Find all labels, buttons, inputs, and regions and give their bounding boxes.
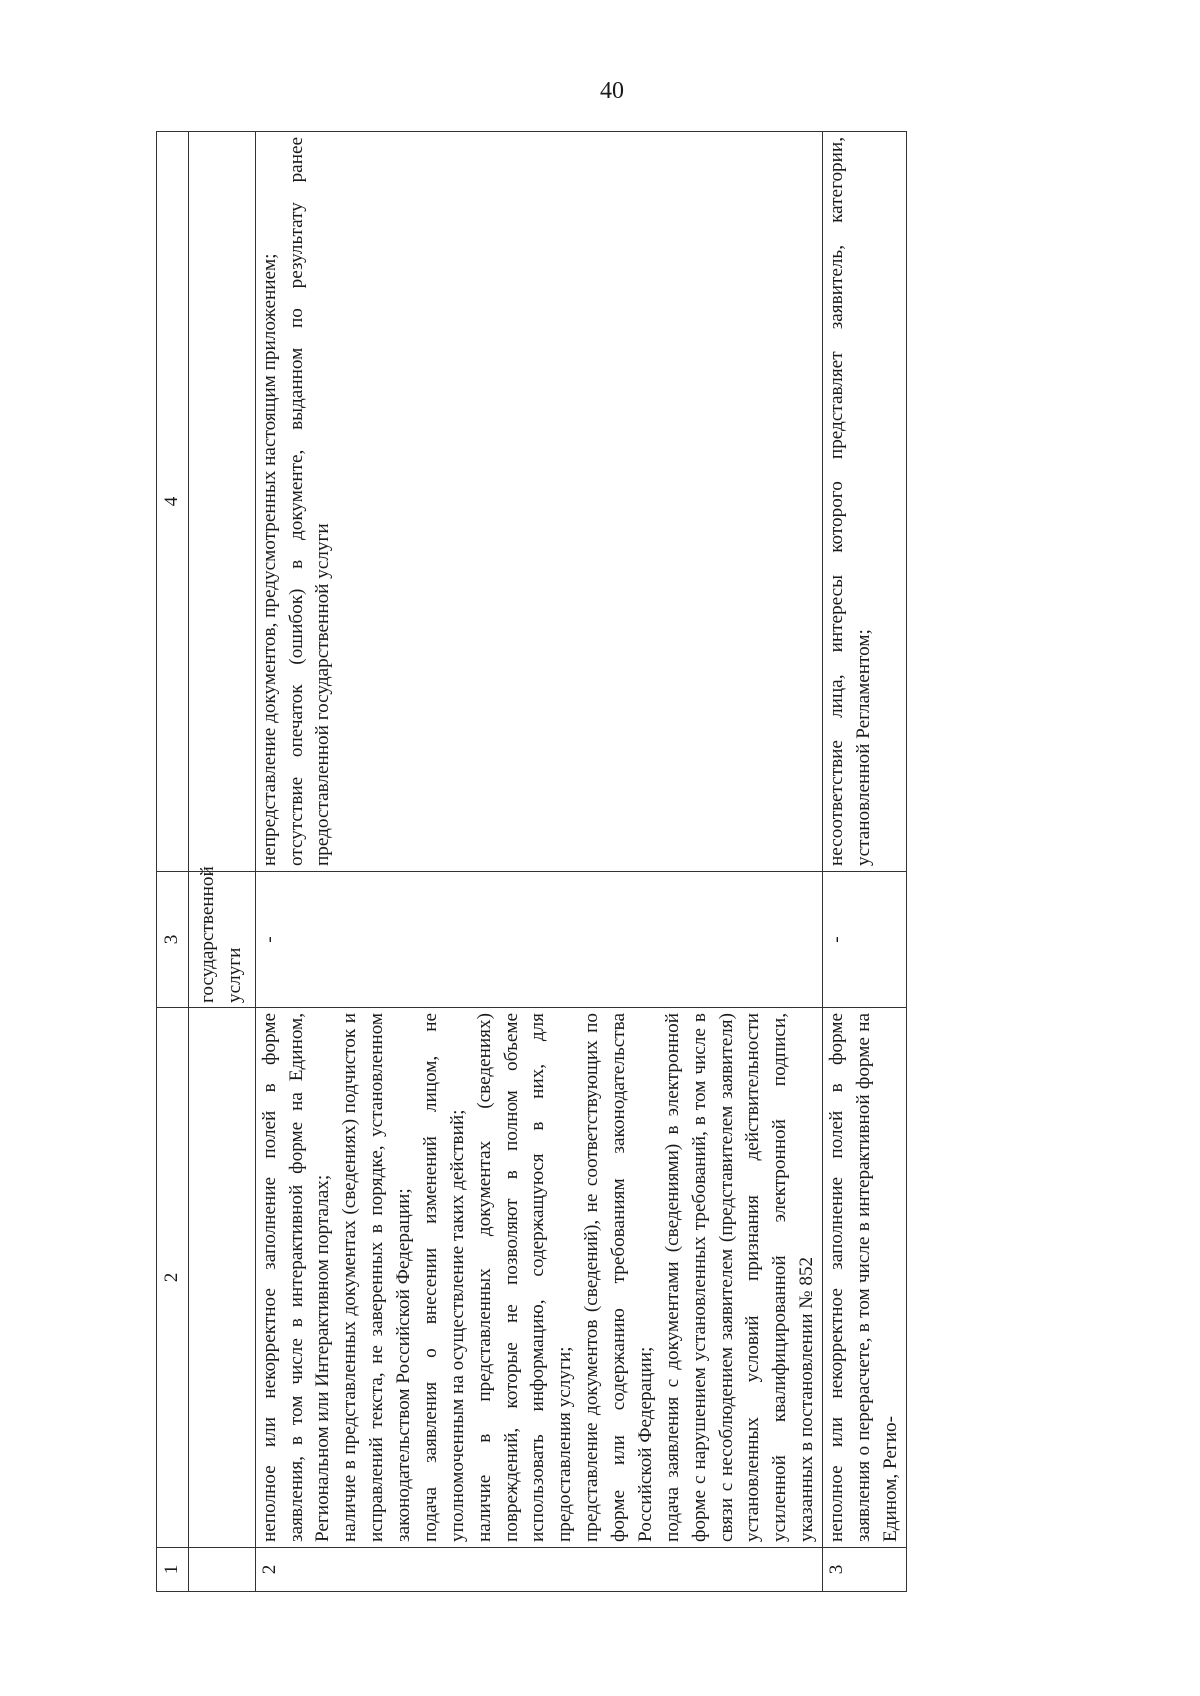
list-item: несоответствие лица, интересы которого представляет заявитель, категории, установленной Регламентом; bbox=[826, 137, 874, 866]
refusal-cell bbox=[255, 132, 822, 872]
cont-col-3: государственной услуги bbox=[188, 872, 255, 1008]
header-col-4: 4 bbox=[157, 132, 189, 872]
dash-cell: - bbox=[255, 872, 822, 1008]
header-col-1: 1 bbox=[157, 1548, 189, 1592]
list-item: подача заявления о внесении изменений лицом, не уполномоченным на осуществление таких действий; bbox=[419, 1013, 468, 1542]
list-item: наличие в представленных документах (сведениях) повреждений, которые не позволяют в полном объеме использовать информацию, содержащуюся в них, для предоставления услуги; bbox=[473, 1013, 576, 1542]
dash-cell: - bbox=[823, 872, 907, 1008]
row-number: 3 bbox=[823, 1548, 907, 1592]
table-header-row bbox=[157, 132, 189, 1592]
list-item: неполное или некорректное заполнение полей в форме заявления о перерасчете, в том числе в интерактивной форме на Едином, Регио- bbox=[826, 1013, 901, 1542]
page-number: 40 bbox=[600, 78, 624, 104]
header-col-2: 2 bbox=[157, 1008, 189, 1548]
grounds-cell bbox=[823, 1008, 907, 1548]
refusal-cell bbox=[823, 132, 907, 872]
row-number: 2 bbox=[255, 1548, 822, 1592]
list-item: неполное или некорректное заполнение полей в форме заявления, в том числе в интерактивной форме на Едином, Региональном или Интерактивном порталах; bbox=[258, 1013, 334, 1542]
grounds-cell bbox=[255, 1008, 822, 1548]
rotated-table-container bbox=[156, 132, 1196, 1592]
requirements-table bbox=[156, 131, 907, 1592]
list-item: подача заявления с документами (сведениями) в электронной форме с нарушением установленных требований, в том числе в связи с несоблюдением заявителем (представителем заявителя) установленных условий признания действительности усиленной квалифицированной электронной подписи, указанных в постановлении № 852 bbox=[661, 1013, 818, 1542]
table-row bbox=[823, 132, 907, 1592]
cont-col-2 bbox=[188, 1008, 255, 1548]
cont-col-1 bbox=[188, 1548, 255, 1592]
list-item: отсутствие опечаток (ошибок) в документе, выданном по результату ранее предоставленной государственной услуги bbox=[285, 137, 334, 866]
table-row bbox=[255, 132, 822, 1592]
header-col-3: 3 bbox=[157, 872, 189, 1008]
list-item: представление документов (сведений), не соответствующих по форме или содержанию требованиям законодательства Российской Федерации; bbox=[581, 1013, 656, 1542]
list-item: наличие в представленных документах (сведениях) подчисток и исправлений текста, не заверенных в порядке, установленном законодательством Российской Федерации; bbox=[339, 1013, 414, 1542]
cont-col-4 bbox=[188, 132, 255, 872]
list-item: непредставление документов, предусмотренных настоящим приложением; bbox=[258, 253, 280, 866]
continuation-row bbox=[188, 132, 255, 1592]
